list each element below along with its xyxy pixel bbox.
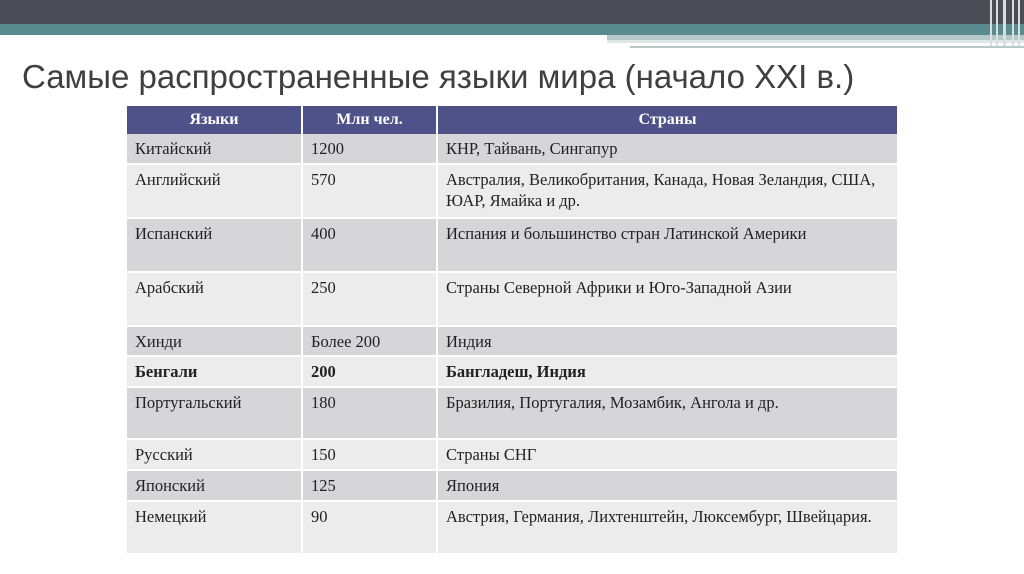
table-row bbox=[127, 326, 897, 356]
slide-title: Самые распространенные языки мира (начало XXI в.) bbox=[22, 58, 855, 95]
decor-vertical-line bbox=[1003, 0, 1006, 46]
countries-cell: КНР, Тайвань, Сингапур bbox=[437, 134, 897, 164]
languages-table bbox=[127, 106, 897, 555]
header-countries: Страны bbox=[437, 106, 897, 134]
table-row bbox=[127, 272, 897, 326]
countries-cell: Испания и большинство стран Латинской Америки bbox=[437, 218, 897, 272]
language-cell: Японский bbox=[127, 470, 302, 501]
table-row bbox=[127, 164, 897, 218]
countries-cell: Австралия, Великобритания, Канада, Новая Зеландия, США, ЮАР, Ямайка и др. bbox=[437, 164, 897, 218]
top-decor-bar bbox=[0, 0, 1024, 24]
countries-cell: Бразилия, Португалия, Мозамбик, Ангола и др. bbox=[437, 387, 897, 439]
language-cell: Немецкий bbox=[127, 501, 302, 554]
table-row bbox=[127, 218, 897, 272]
table-row bbox=[127, 439, 897, 470]
language-cell: Арабский bbox=[127, 272, 302, 326]
language-cell: Хинди bbox=[127, 326, 302, 356]
header-languages: Языки bbox=[127, 106, 302, 134]
decor-vertical-line bbox=[1012, 0, 1014, 46]
table-header-row bbox=[127, 106, 897, 134]
decor-stripe bbox=[630, 46, 1024, 48]
table-row bbox=[127, 501, 897, 554]
language-cell: Русский bbox=[127, 439, 302, 470]
table-row bbox=[127, 387, 897, 439]
decor-stripe bbox=[607, 40, 1024, 43]
header-millions: Млн чел. bbox=[302, 106, 437, 134]
millions-cell: 1200 bbox=[302, 134, 437, 164]
millions-cell: 250 bbox=[302, 272, 437, 326]
millions-cell: 90 bbox=[302, 501, 437, 554]
countries-cell: Бангладеш, Индия bbox=[437, 356, 897, 387]
millions-cell: Более 200 bbox=[302, 326, 437, 356]
language-cell: Английский bbox=[127, 164, 302, 218]
millions-cell: 125 bbox=[302, 470, 437, 501]
countries-cell: Страны Северной Африки и Юго-Западной Азии bbox=[437, 272, 897, 326]
countries-cell: Австрия, Германия, Лихтенштейн, Люксембург, Швейцария. bbox=[437, 501, 897, 554]
language-cell: Португальский bbox=[127, 387, 302, 439]
language-cell: Китайский bbox=[127, 134, 302, 164]
millions-cell: 200 bbox=[302, 356, 437, 387]
decor-vertical-line bbox=[990, 0, 992, 46]
table-row bbox=[127, 356, 897, 387]
accent-decor-bar bbox=[0, 24, 1024, 35]
millions-cell: 400 bbox=[302, 218, 437, 272]
countries-cell: Япония bbox=[437, 470, 897, 501]
language-cell: Испанский bbox=[127, 218, 302, 272]
decor-vertical-line bbox=[996, 0, 998, 46]
millions-cell: 150 bbox=[302, 439, 437, 470]
table-row bbox=[127, 134, 897, 164]
decor-vertical-line bbox=[1018, 0, 1020, 46]
countries-cell: Индия bbox=[437, 326, 897, 356]
table-row bbox=[127, 470, 897, 501]
language-cell: Бенгали bbox=[127, 356, 302, 387]
millions-cell: 570 bbox=[302, 164, 437, 218]
countries-cell: Страны СНГ bbox=[437, 439, 897, 470]
millions-cell: 180 bbox=[302, 387, 437, 439]
